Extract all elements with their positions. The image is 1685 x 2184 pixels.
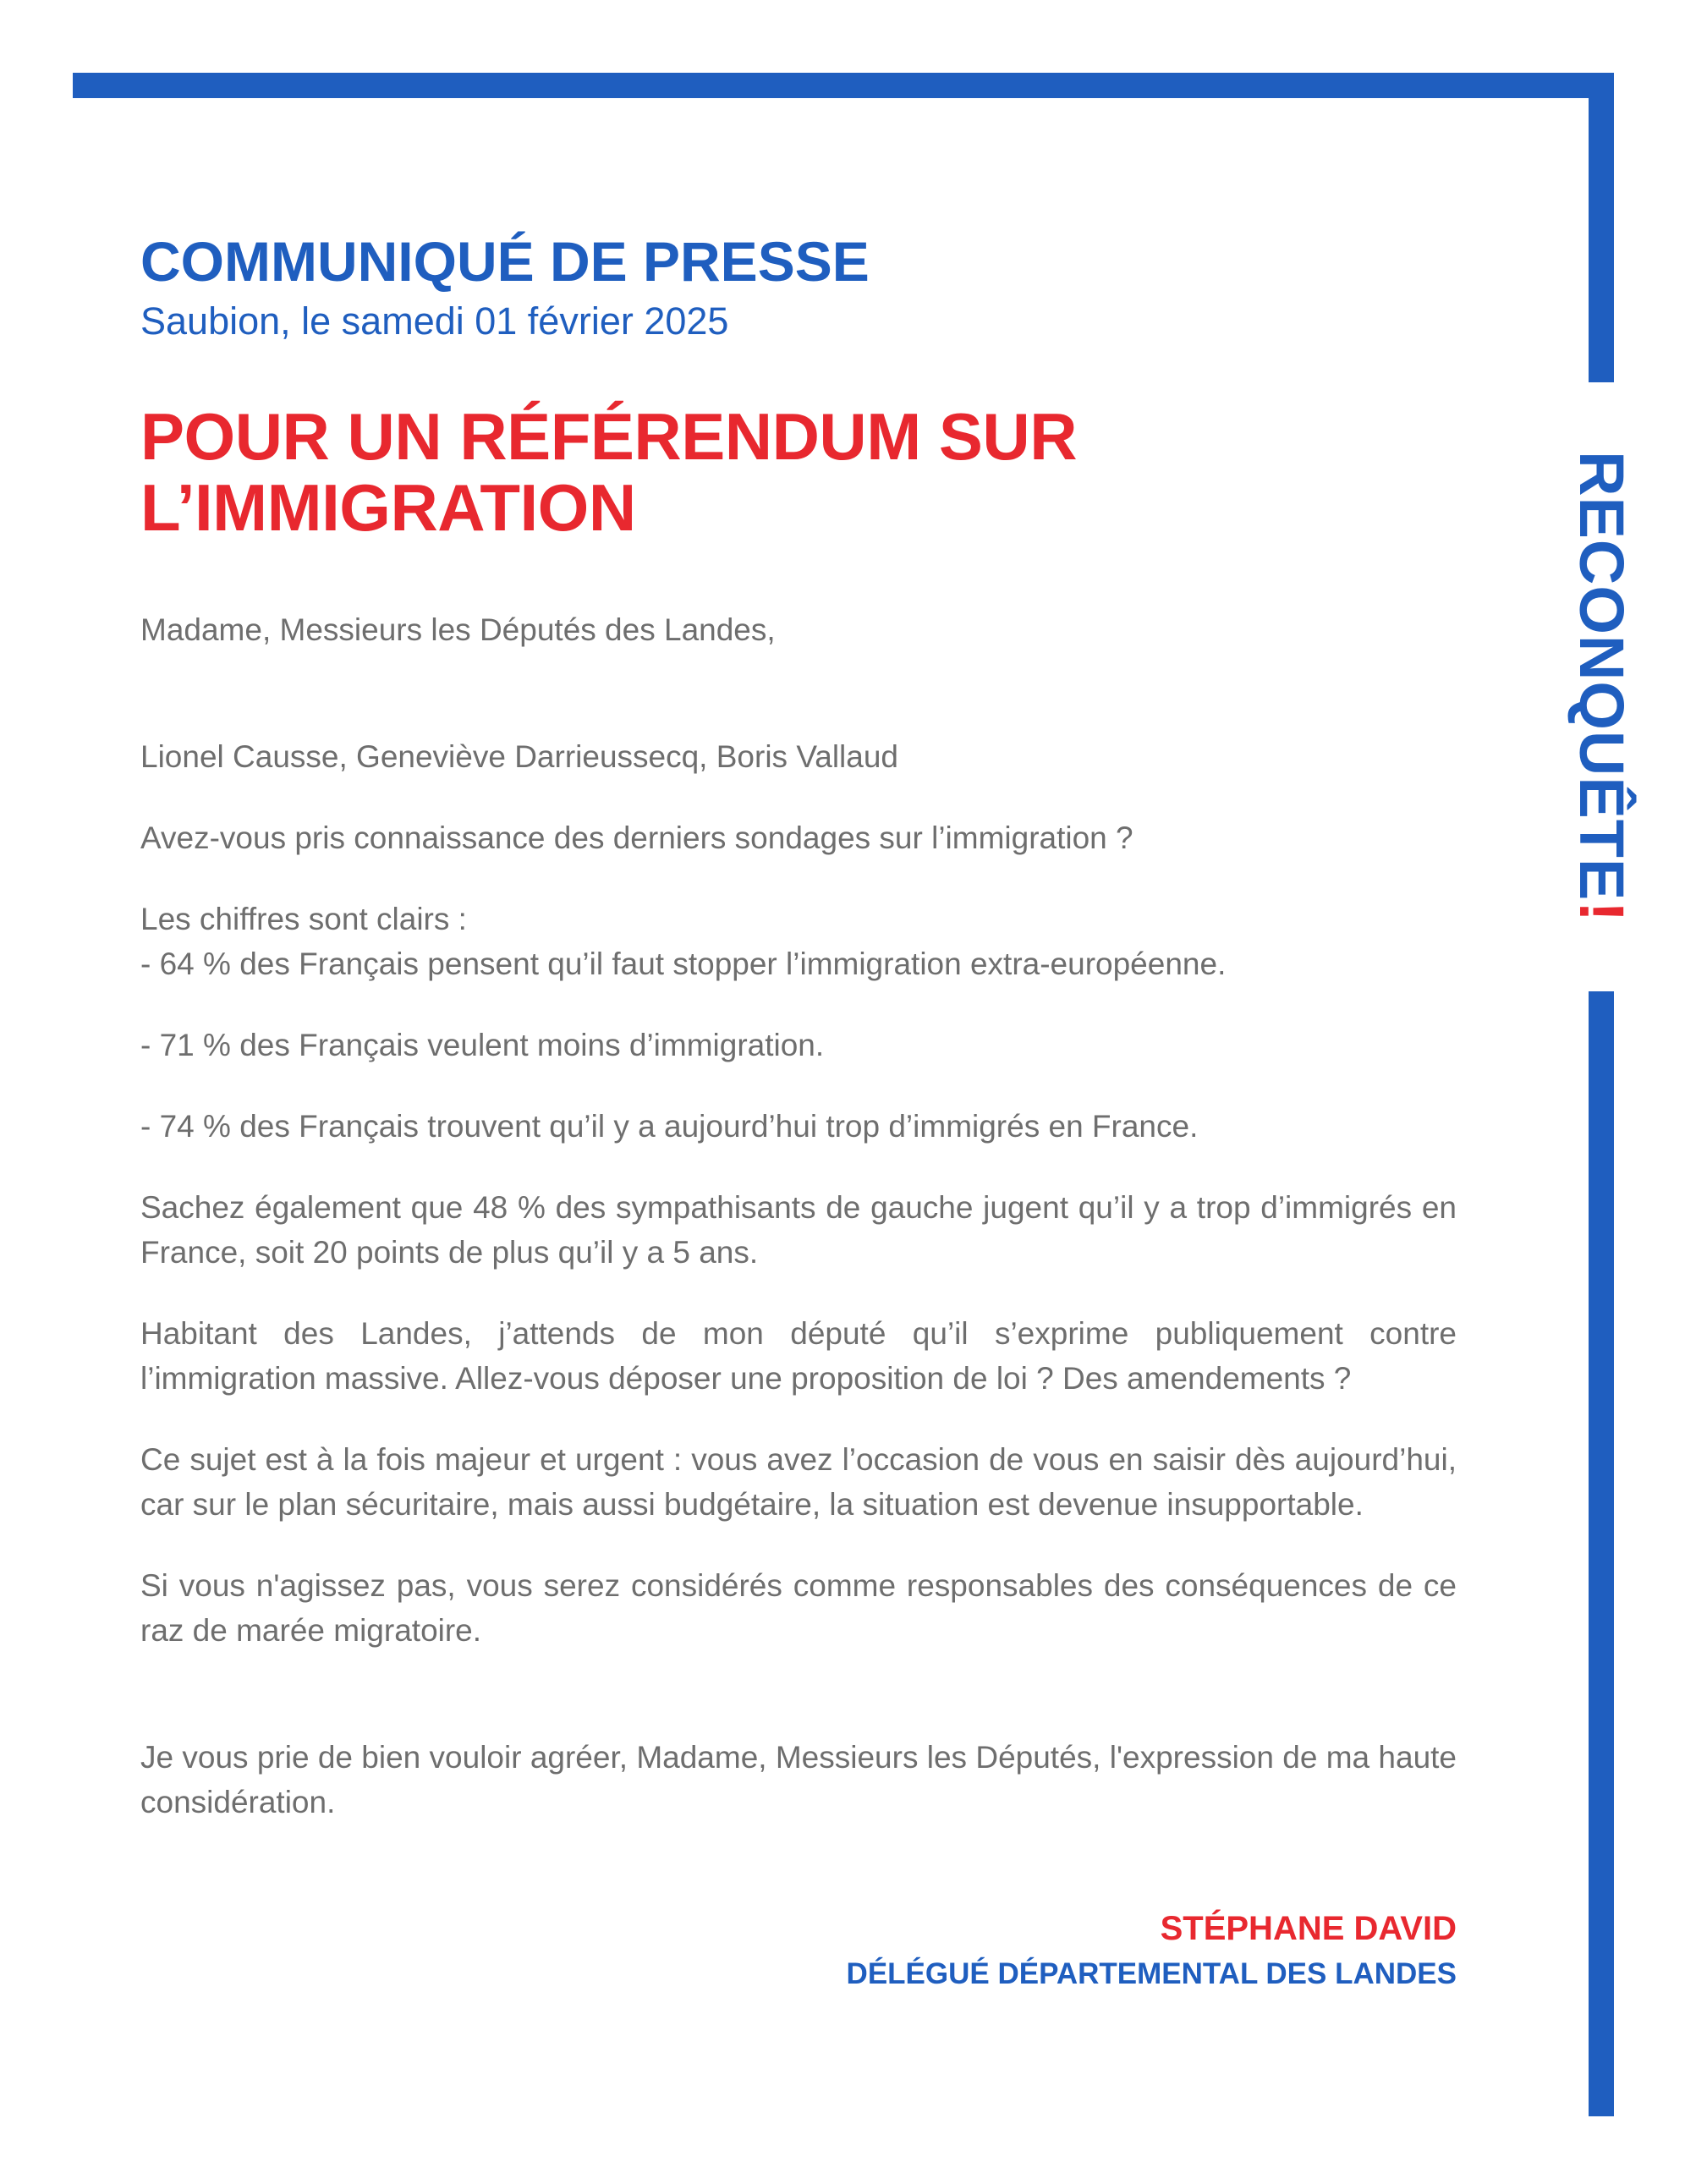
signatory-title: DÉLÉGUÉ DÉPARTEMENTAL DES LANDES [846,1957,1457,1990]
paragraph-landes: Habitant des Landes, j’attends de mon député qu’il s’exprime publiquement contre l’immigration massive. Allez-vous déposer une proposition de loi ? Des amendements ? [140,1316,1457,1396]
signature-block [140,1906,1457,1997]
date-line: Saubion, le samedi 01 février 2025 [140,299,729,343]
recipients: Lionel Causse, Geneviève Darrieussecq, Boris Vallaud [140,739,899,774]
frame-right-bar-lower [1589,991,1614,2116]
paragraph-warning: Si vous n'agissez pas, vous serez considérés comme responsables des conséquences de ce raz de marée migratoire. [140,1568,1457,1648]
logo-exclamation-mark: ! [1567,901,1637,923]
salutation: Madame, Messieurs les Députés des Landes, [140,612,776,647]
headline-line-2: L’IMMIGRATION [140,470,636,545]
headline-line-1: POUR UN RÉFÉRENDUM SUR [140,399,1078,474]
document-kicker: COMMUNIQUÉ DE PRESSE [140,230,870,293]
question-paragraph: Avez-vous pris connaissance des derniers sondages sur l’immigration ? [140,820,1133,855]
frame-right-bar-upper [1589,73,1614,382]
signatory-name: STÉPHANE DAVID [1160,1910,1457,1947]
frame-top-bar [73,73,1614,98]
reconquete-logo [1567,451,1637,923]
logo-text: RECONQUÊTE [1567,451,1637,902]
paragraph-left-sympathisants: Sachez également que 48 % des sympathisants de gauche jugent qu’il y a trop d’immigrés en France, soit 20 points de plus qu’il y a 5 ans. [140,1190,1457,1270]
figure-item-2: - 71 % des Français veulent moins d’immigration. [140,1028,825,1062]
closing-formula: Je vous prie de bien vouloir agréer, Madame, Messieurs les Députés, l'expression de ma haute considération. [140,1740,1457,1819]
letter-body [140,607,1457,1825]
figure-item-3: - 74 % des Français trouvent qu’il y a aujourd’hui trop d’immigrés en France. [140,1109,1199,1144]
figure-item-1: - 64 % des Français pensent qu’il faut stopper l’immigration extra-européenne. [140,947,1227,981]
figures-intro: Les chiffres sont clairs : [140,902,467,936]
paragraph-urgent: Ce sujet est à la fois majeur et urgent : vous avez l’occasion de vous en saisir dès aujourd’hui, car sur le plan sécuritaire, mais aussi budgétaire, la situation est devenue insupportable. [140,1442,1457,1522]
headline [140,401,1457,543]
press-release-content [140,228,1457,1997]
